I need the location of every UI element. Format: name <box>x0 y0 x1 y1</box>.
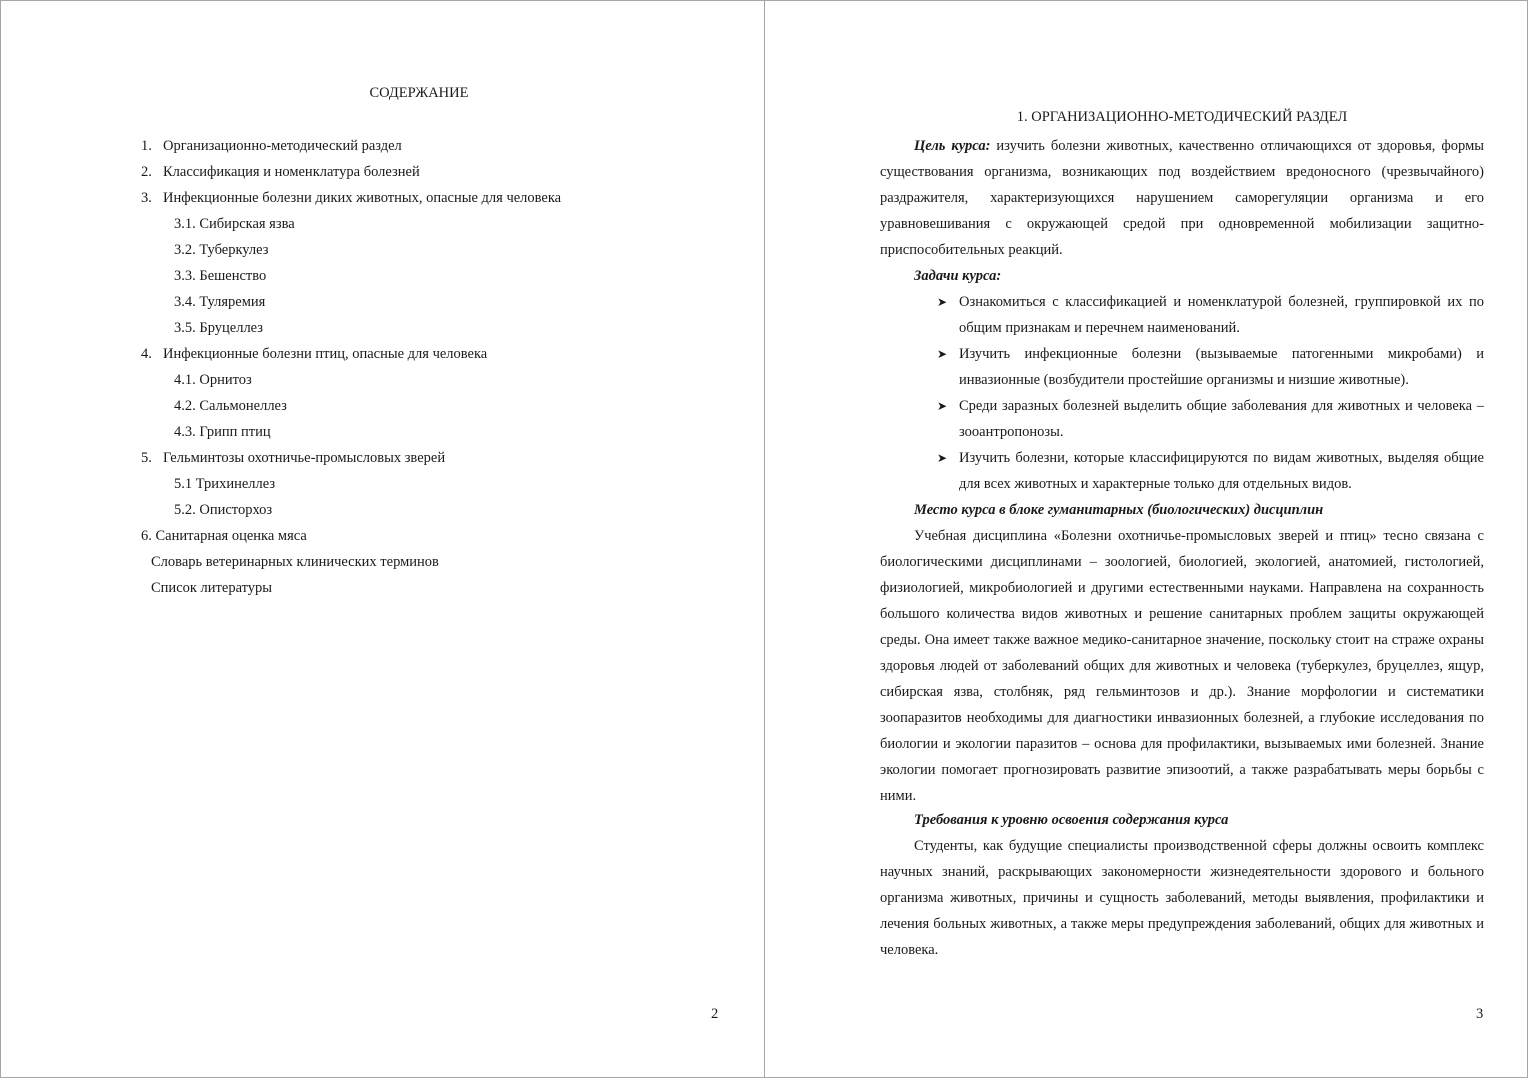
place-heading: Место курса в блоке гуманитарных (биологических) дисциплин <box>914 502 1324 518</box>
goal-lead: Цель курса: <box>914 138 991 154</box>
right-page <box>764 0 1528 1078</box>
arrow-bullet-icon: ➤ <box>937 399 948 413</box>
toc-item[interactable]: 3.5. Бруцеллез <box>174 320 264 336</box>
toc-item[interactable]: Список литературы <box>151 580 273 596</box>
page-number: 3 <box>1476 1006 1484 1022</box>
section-title: 1. ОРГАНИЗАЦИОННО-МЕТОДИЧЕСКИЙ РАЗДЕЛ <box>1016 109 1348 125</box>
goal-paragraph <box>880 133 1484 263</box>
toc-item[interactable]: 3.4. Туляремия <box>174 294 266 310</box>
toc-item[interactable]: 3.3. Бешенство <box>174 268 267 284</box>
toc-item[interactable]: Словарь ветеринарных клинических терминов <box>151 554 439 570</box>
toc-item[interactable]: 5.1 Трихинеллез <box>174 476 276 492</box>
toc-item[interactable]: 3.2. Туберкулез <box>174 242 269 258</box>
place-paragraph: Учебная дисциплина «Болезни охотничье-промысловых зверей и птиц» тесно связана с биологическими дисциплинами – зоологией, биологией, экологией, анатомией, гистологией, физиологией, микробиологией и другими естественными науками. Направлена на сохранность большого количества видов животных и решение санитарных проблем защиты окружающей среды. Она имеет также важное медико-санитарное значение, поскольку стоит на страже охраны здоровья людей от заболеваний общих для животных и человека (туберкулез, бруцеллез, ящур, сибирская язва, столбняк, ряд гельминтозов и др.). Знание морфологии и систематики зоопаразитов необходимы для диагностики инвазионных болезней, а глубокие исследования по биологии и экологии паразитов – основа для профилактики, вызываемых ими болезней. Знание экологии помогает прогнозировать развитие эпизоотий, а также разрабатывать меры борьбы с ними. <box>880 528 1484 804</box>
toc-item[interactable]: 3. Инфекционные болезни диких животных, опасные для человека <box>141 190 562 206</box>
toc-item[interactable]: 4.1. Орнитоз <box>174 372 252 388</box>
toc-item[interactable]: 4.2. Сальмонеллез <box>174 398 287 414</box>
left-page <box>0 0 765 1078</box>
toc-item[interactable]: 6. Санитарная оценка мяса <box>141 528 307 544</box>
toc-title: СОДЕРЖАНИЕ <box>369 85 469 101</box>
requirements-heading: Требования к уровню освоения содержания курса <box>914 812 1229 828</box>
arrow-bullet-icon: ➤ <box>937 347 948 361</box>
goal-text: изучить болезни животных, качественно отличающихся от здоровья, формы существования организма, возникающих под воздействием вредоносного (чрезвычайного) раздражителя, характеризующихся нарушением саморегуляции организма и его уравновешивания с окружающей средой при одновременной мобилизации защитно-приспособительных реакций. <box>880 138 1484 258</box>
toc-item[interactable]: 3.1. Сибирская язва <box>174 216 295 232</box>
toc-item[interactable]: 5.2. Описторхоз <box>174 502 273 518</box>
requirements-paragraph: Студенты, как будущие специалисты производственной сферы должны освоить комплекс научных знаний, раскрывающих закономерности жизнедеятельности здорового и больного организма животных, причины и сущность заболеваний, методы выявления, профилактики и лечения больных животных, а также меры предупреждения заболеваний, общих для животных и человека. <box>880 838 1484 958</box>
list-item: ➤ Изучить инфекционные болезни (вызываемые патогенными микробами) и инвазионные (возбудители простейшие организмы и низшие животные). <box>959 341 1484 393</box>
arrow-bullet-icon: ➤ <box>937 451 948 465</box>
tasks-heading: Задачи курса: <box>914 268 1002 284</box>
toc-item[interactable]: 1. Организационно-методический раздел <box>141 138 402 154</box>
toc-item[interactable]: 4.3. Грипп птиц <box>174 424 271 440</box>
list-item: ➤ Ознакомиться с классификацией и номенклатурой болезней, группировкой их по общим признакам и перечнем наименований. <box>959 289 1484 341</box>
toc-item[interactable]: 5. Гельминтозы охотничье-промысловых зверей <box>141 450 446 466</box>
toc-item[interactable]: 4. Инфекционные болезни птиц, опасные для человека <box>141 346 488 362</box>
list-item: ➤ Среди заразных болезней выделить общие заболевания для животных и человека – зооантропонозы. <box>959 393 1484 445</box>
toc-item[interactable]: 2. Классификация и номенклатура болезней <box>141 164 420 180</box>
page-number: 2 <box>711 1006 719 1022</box>
list-item: ➤ Изучить болезни, которые классифицируются по видам животных, выделяя общие для всех животных и характерные только для отдельных видов. <box>959 445 1484 497</box>
arrow-bullet-icon: ➤ <box>937 295 948 309</box>
